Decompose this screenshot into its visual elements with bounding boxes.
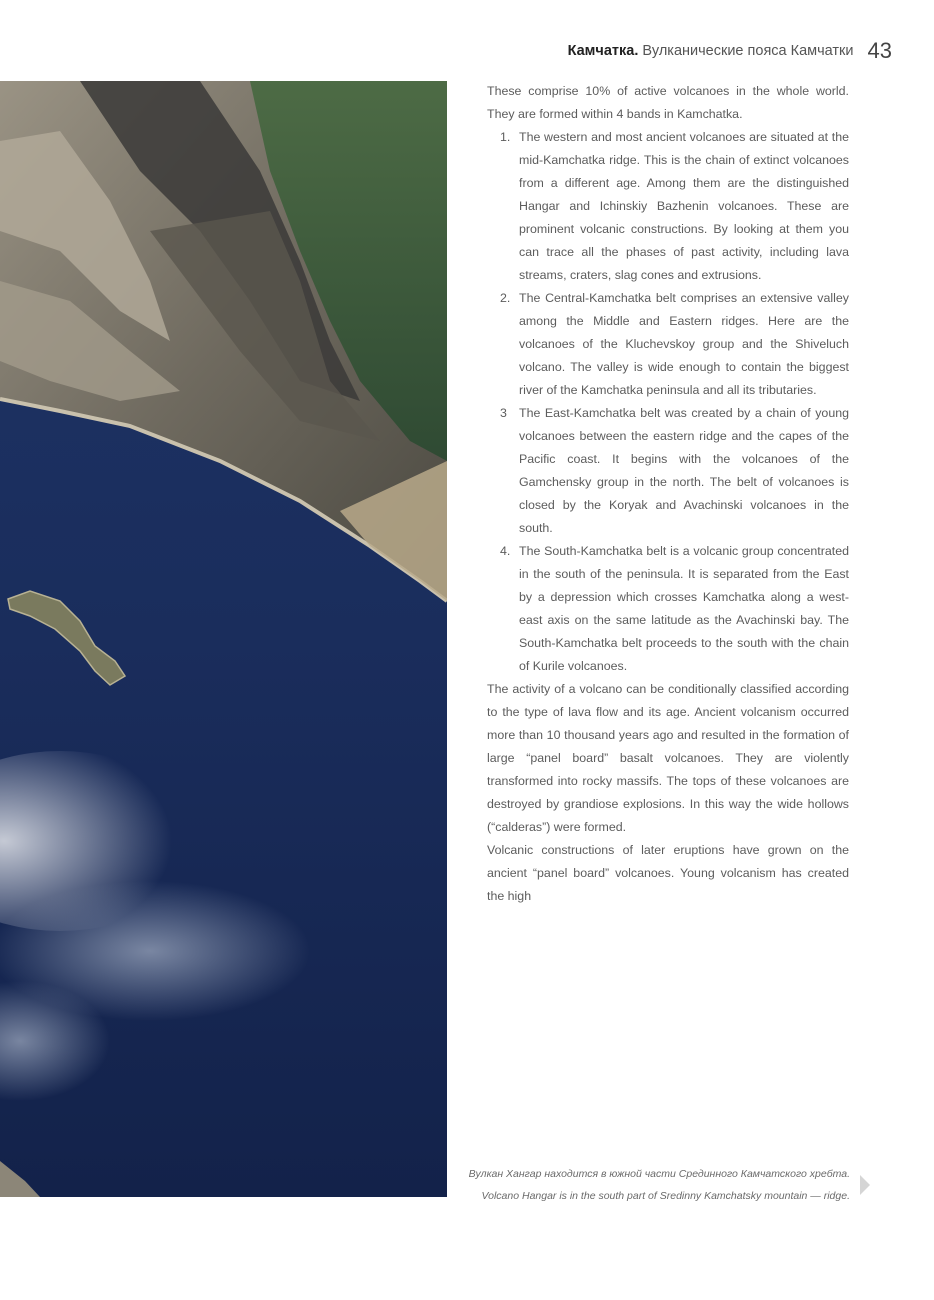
list-item-text: The East-Kamchatka belt was created by a chain of young volcanoes between the eastern ridge and the capes of the Pacific coast. It begins with the volcanoes of the Gamchensky group in the north. The belt of volcanoes is closed by the Koryak and Avachinski volcanoes in the south.: [519, 406, 849, 535]
body-text: [487, 80, 849, 908]
list-item-number: 3: [500, 406, 507, 420]
list-item: [487, 402, 849, 540]
list-item: [487, 126, 849, 287]
running-title: [568, 43, 854, 59]
chapter-name: Камчатка.: [567, 43, 639, 59]
volcanism-paragraph: The activity of a volcano can be conditionally classified according to the type of lava flow and its age. Ancient volcanism occurred more than 10 thousand years ago and resulted in the formation of large “panel board” basalt volcanoes. They are violently transformed into rocky massifs. The tops of these volcanoes are destroyed by grandiose explosions. In this way the wide hollows (“calderas”) were formed.: [487, 682, 849, 834]
page-number: 43: [867, 38, 892, 63]
list-item-number: 1.: [500, 130, 511, 144]
list-item: [487, 287, 849, 402]
volcanic-belts-list: [487, 126, 849, 678]
intro-paragraph: These comprise 10% of active volcanoes in the whole world. They are formed within 4 bands in Kamchatka.: [487, 84, 849, 121]
later-eruptions-paragraph: Volcanic constructions of later eruptions have grown on the ancient “panel board” volcanoes. Young volcanism has created the high: [487, 843, 849, 903]
caption-russian: Вулкан Хангар находится в южной части Срединного Камчатского хребта.: [468, 1168, 850, 1180]
running-header: [480, 38, 892, 66]
list-item-number: 4.: [500, 544, 511, 558]
photo-caption: [430, 1163, 850, 1207]
list-item-text: The Central-Kamchatka belt comprises an extensive valley among the Middle and Eastern ridges. Here are the volcanoes of the Kluchevskoy group and the Shiveluch volcano. The valley is wide enough to contain the biggest river of the Kamchatka peninsula and all its tributaries.: [519, 291, 849, 397]
list-item-number: 2.: [500, 291, 511, 305]
next-page-arrow-icon: [860, 1175, 870, 1195]
list-item-text: The western and most ancient volcanoes are situated at the mid-Kamchatka ridge. This is the chain of extinct volcanoes from a different age. Among them are the distinguished Hangar and Ichinskiy Bazhenin volcanoes. These are prominent volcanic constructions. By looking at them you can trace all the phases of past activity, including lava streams, craters, slag cones and extrusions.: [519, 130, 849, 282]
list-item-text: The South-Kamchatka belt is a volcanic group concentrated in the south of the peninsula. It is separated from the East by a depression which crosses Kamchatka along a west-east axis on the same latitude as the Avachinski bay. The South-Kamchatka belt proceeds to the south with the chain of Kurile volcanoes.: [519, 544, 849, 673]
list-item: [487, 540, 849, 678]
aerial-photo-volcano-hangar: [0, 81, 447, 1197]
section-name: Вулканические пояса Камчатки: [642, 43, 854, 59]
caption-english: Volcano Hangar is in the south part of Sredinny Kamchatsky mountain — ridge.: [481, 1190, 850, 1202]
